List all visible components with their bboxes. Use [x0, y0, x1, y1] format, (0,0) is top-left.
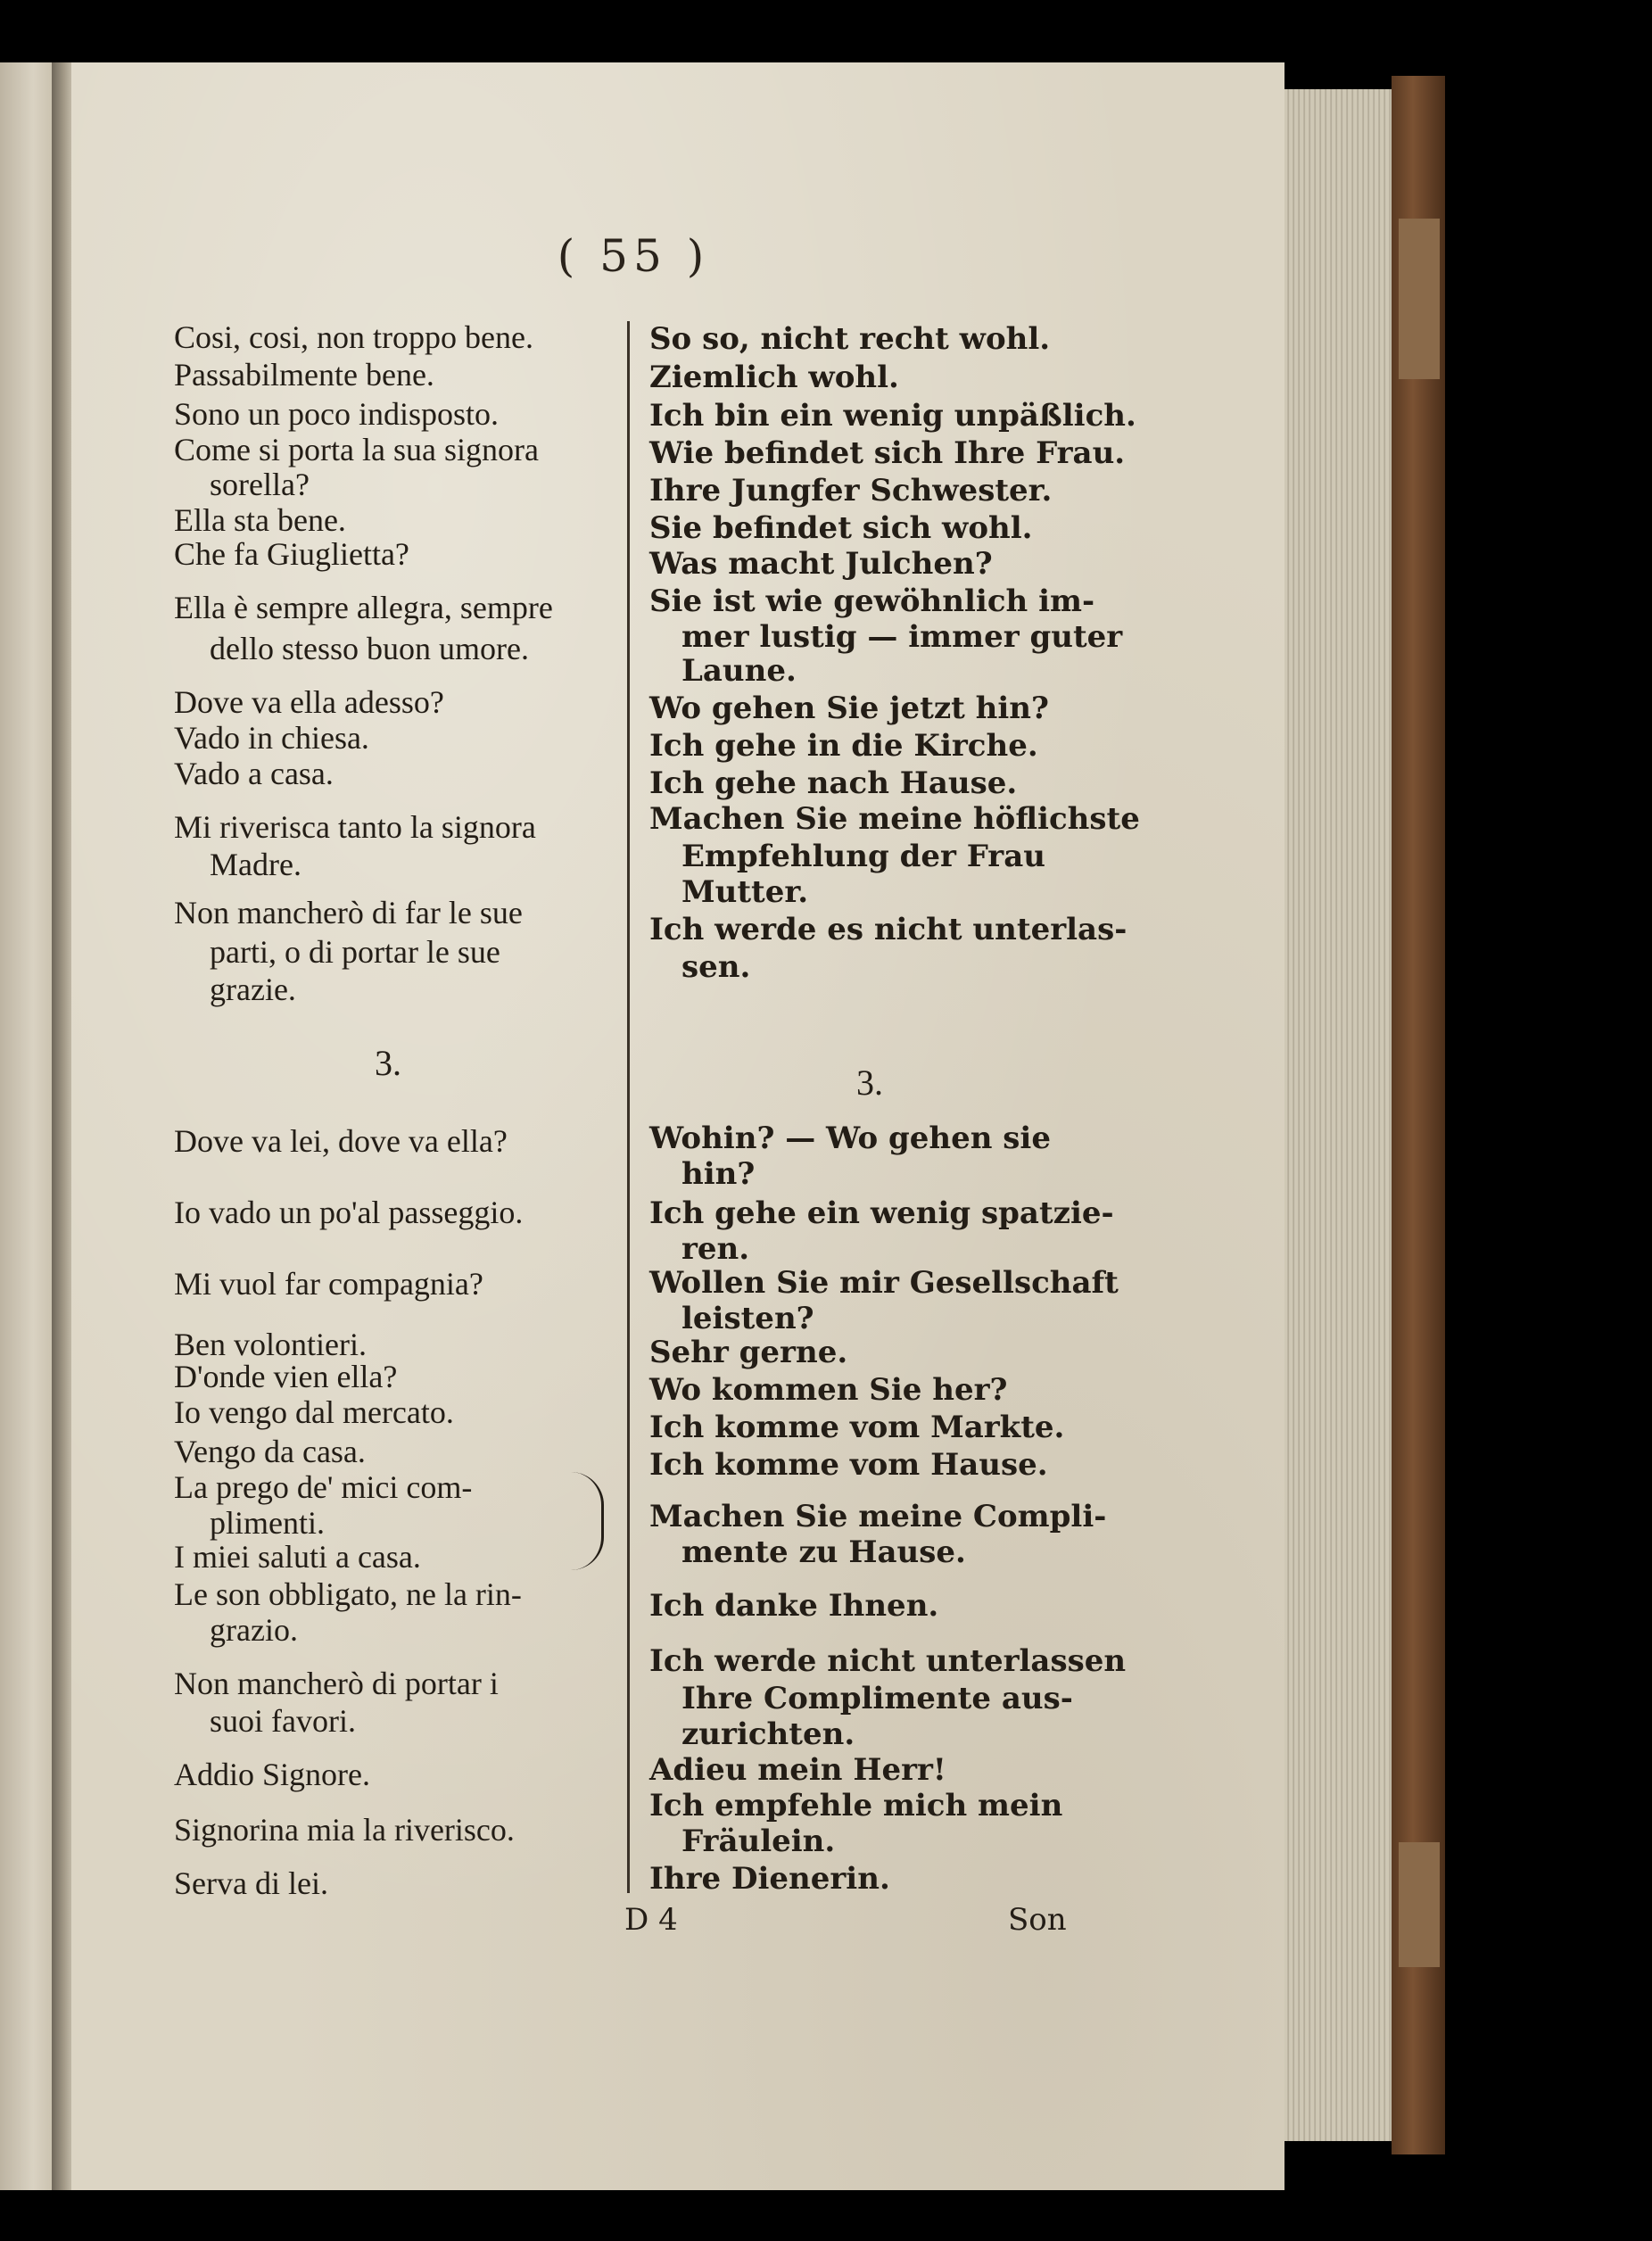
italian-line: Signorina mia la riverisco. — [174, 1812, 515, 1848]
section-number-italian: 3. — [375, 1043, 401, 1083]
italian-line: Mi vuol far compagnia? — [174, 1266, 483, 1302]
german-line: Machen Sie meine höflichste — [649, 801, 1140, 837]
german-line: Mutter. — [681, 874, 809, 910]
italian-line: Mi riverisca tanto la signora — [174, 809, 536, 845]
italian-line: I miei saluti a casa. — [174, 1539, 421, 1575]
german-line: Wollen Sie mir Gesellschaft — [649, 1265, 1119, 1301]
german-line: Sie ist wie gewöhnlich im- — [649, 583, 1095, 619]
german-line: Fräulein. — [681, 1823, 836, 1859]
italian-line: Dove va ella adesso? — [174, 684, 444, 720]
german-line: Empfehlung der Frau — [681, 839, 1045, 874]
italian-line: Ella è sempre allegra, sempre — [174, 590, 553, 625]
german-line: mer lustig — immer guter — [681, 619, 1123, 655]
book-cover — [1392, 76, 1445, 2154]
cover-wear — [1399, 1842, 1440, 1967]
german-line: Ziemlich wohl. — [649, 360, 899, 395]
german-line: Machen Sie meine Compli- — [649, 1499, 1107, 1534]
signature-mark: D 4 — [624, 1902, 678, 1938]
column-divider — [627, 321, 630, 1893]
german-line: Ich danke Ihnen. — [649, 1588, 939, 1624]
italian-line: Sono un poco indisposto. — [174, 396, 500, 432]
italian-line: Io vengo dal mercato. — [174, 1394, 454, 1430]
section-number-german: 3. — [856, 1063, 883, 1103]
german-line: Ich komme vom Markte. — [649, 1410, 1065, 1445]
german-line: Ich gehe nach Hause. — [649, 765, 1018, 801]
italian-line: Vengo da casa. — [174, 1434, 366, 1469]
german-line: Ich empfehle mich mein — [649, 1788, 1063, 1823]
german-line: Ich gehe ein wenig spatzie- — [649, 1195, 1114, 1231]
italian-line: Che fa Giuglietta? — [174, 536, 409, 572]
italian-line: parti, o di portar le sue — [210, 934, 500, 970]
italian-line: Cosi, cosi, non troppo bene. — [174, 319, 533, 355]
italian-line: Come si porta la sua signora — [174, 432, 539, 467]
italian-line: D'onde vien ella? — [174, 1359, 398, 1394]
italian-line: grazio. — [210, 1612, 298, 1648]
italian-line: Non mancherò di portar i — [174, 1666, 499, 1701]
left-page-edge — [0, 62, 55, 2190]
german-line: So so, nicht recht wohl. — [649, 321, 1051, 357]
german-line: Wo gehen Sie jetzt hin? — [649, 690, 1049, 726]
german-line: Ich bin ein wenig unpäßlich. — [649, 398, 1136, 434]
german-line: Wo kommen Sie her? — [649, 1372, 1008, 1408]
italian-line: Serva di lei. — [174, 1865, 328, 1901]
italian-line: Madre. — [210, 847, 301, 882]
italian-line: Vado a casa. — [174, 756, 334, 791]
german-line: Ich werde es nicht unterlas- — [649, 912, 1127, 947]
page-edges — [1284, 89, 1393, 2141]
italian-line: sorella? — [210, 467, 310, 502]
german-line: Was macht Julchen? — [649, 546, 993, 582]
catchword: Son — [1008, 1902, 1067, 1938]
german-line: Ich komme vom Hause. — [649, 1447, 1048, 1483]
italian-line: Non mancherò di far le sue — [174, 895, 523, 930]
german-line: Ihre Complimente aus- — [681, 1681, 1073, 1716]
german-line: Sie befindet sich wohl. — [649, 510, 1033, 546]
italian-line: Ben volontieri. — [174, 1327, 367, 1362]
italian-line: La prego de' mici com- — [174, 1469, 473, 1505]
german-line: zurichten. — [681, 1716, 855, 1752]
german-line: Wie befindet sich Ihre Frau. — [649, 435, 1126, 471]
italian-line: Addio Signore. — [174, 1757, 370, 1792]
german-line: Ihre Jungfer Schwester. — [649, 473, 1053, 509]
german-line: ren. — [681, 1231, 750, 1267]
german-line: hin? — [681, 1156, 756, 1192]
italian-line: dello stesso buon umore. — [210, 631, 529, 666]
italian-line: Dove va lei, dove va ella? — [174, 1123, 508, 1159]
italian-line: grazie. — [210, 972, 296, 1007]
german-line: Adieu mein Herr! — [649, 1752, 946, 1788]
italian-line: plimenti. — [210, 1505, 325, 1541]
german-line: Laune. — [681, 653, 797, 689]
german-line: Ich gehe in die Kirche. — [649, 728, 1038, 764]
italian-line: suoi favori. — [210, 1703, 356, 1739]
italian-line: Passabilmente bene. — [174, 357, 434, 393]
italian-line: Le son obbligato, ne la rin- — [174, 1576, 522, 1612]
german-line: Ihre Dienerin. — [649, 1861, 890, 1897]
book-gutter — [52, 62, 73, 2190]
german-line: Wohin? — Wo gehen sie — [649, 1120, 1051, 1156]
page-number: ( 55 ) — [557, 230, 710, 282]
german-line: mente zu Hause. — [681, 1534, 966, 1570]
italian-line: Vado in chiesa. — [174, 720, 369, 756]
german-line: Ich werde nicht unterlassen — [649, 1643, 1127, 1679]
german-line: Sehr gerne. — [649, 1335, 848, 1370]
italian-line: Ella sta bene. — [174, 502, 346, 538]
italian-line: Io vado un po'al passeggio. — [174, 1195, 524, 1230]
cover-wear — [1399, 219, 1440, 379]
german-line: leisten? — [681, 1301, 814, 1336]
german-line: sen. — [681, 949, 751, 985]
